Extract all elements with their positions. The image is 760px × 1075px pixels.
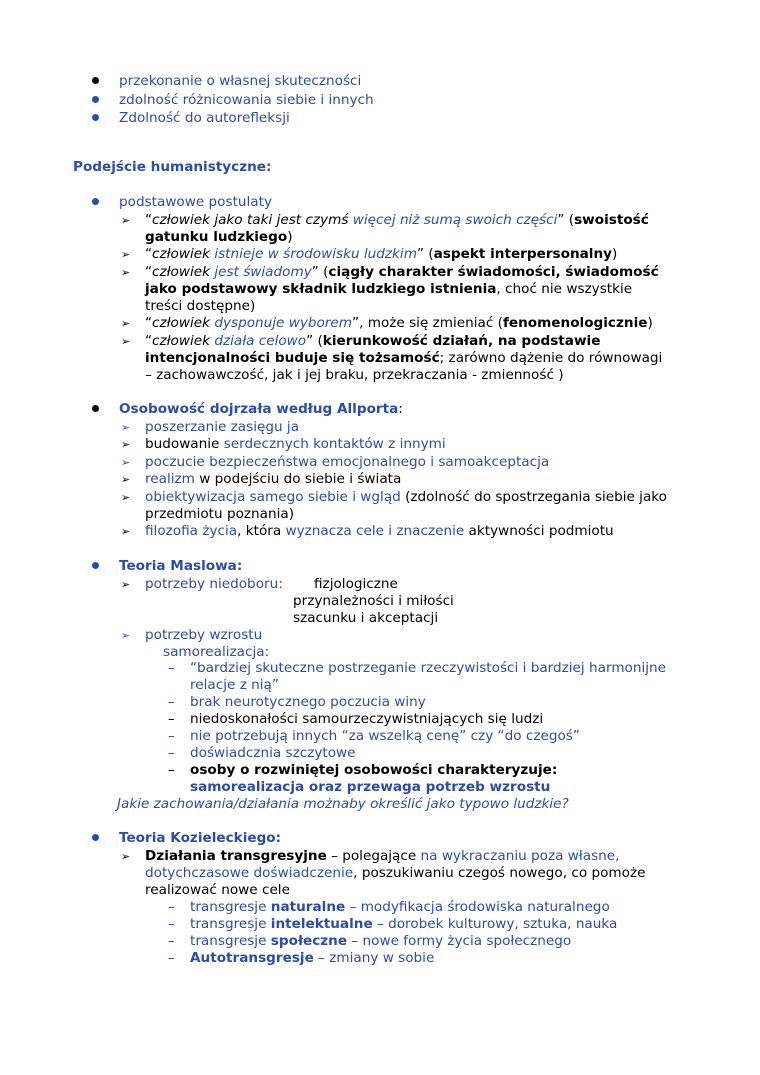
deficit-need: szacunku i akceptacji: [293, 610, 439, 626]
selfreal-item-1-cont: relacje z nią”: [190, 677, 279, 693]
allport-item-6: filozofia życia, która wyznacza cele i znaczenie aktywności podmiotu: [145, 523, 614, 539]
section-heading-humanistic: Podejście humanistyczne:: [73, 159, 272, 175]
postulates-label: podstawowe postulaty: [119, 194, 273, 210]
arrow-bullet-icon: ➢: [121, 335, 131, 348]
bullet-icon: [92, 96, 99, 103]
allport-item-4: realizm w podejściu do siebie i świata: [145, 471, 402, 487]
dash-bullet-icon: –: [168, 950, 175, 966]
selfreal-item-6: osoby o rozwiniętej osobowości charakteryzuje:: [190, 762, 558, 778]
transgression-type-4: Autotransgresje – zmiany w sobie: [190, 950, 435, 966]
postulate-3: “człowiek jest świadomy” (ciągły charakter świadomości, świadomość: [145, 264, 659, 280]
dash-bullet-icon: –: [168, 899, 175, 915]
postulate-4: “człowiek dysponuje wyborem”, może się zmieniać (fenomenologicznie): [145, 315, 653, 331]
allport-item-2: budowanie serdecznych kontaktów z innymi: [145, 436, 446, 452]
bullet-icon: [92, 562, 99, 569]
transgression-type-3: transgresje społeczne – nowe formy życia społecznego: [190, 933, 572, 949]
dash-bullet-icon: –: [168, 660, 175, 676]
transgression-def-cont: dotychczasowe doświadczenie, poszukiwaniu czegoś nowego, co pomoże: [145, 865, 646, 881]
arrow-bullet-icon: ➢: [121, 629, 131, 642]
allport-item-3: poczucie bezpieczeństwa emocjonalnego i samoakceptacja: [145, 454, 550, 470]
bullet-icon: [92, 405, 99, 412]
arrow-bullet-icon: ➢: [121, 473, 131, 486]
intro-item: Zdolność do autorefleksji: [119, 110, 290, 126]
selfreal-item-6-cont: samorealizacja oraz przewaga potrzeb wzrostu: [190, 779, 551, 795]
bullet-icon: [92, 77, 99, 84]
kozielecki-heading: Teoria Kozieleckiego:: [119, 830, 282, 846]
transgression-def-cont2: realizować nowe cele: [145, 882, 290, 898]
allport-item-1: poszerzanie zasięgu ja: [145, 419, 300, 435]
arrow-bullet-icon: ➢: [121, 456, 131, 469]
arrow-bullet-icon: ➢: [121, 317, 131, 330]
postulate-3-cont: jako podstawowy składnik ludzkiego istnienia, choć nie wszystkie: [145, 281, 633, 297]
arrow-bullet-icon: ➢: [121, 421, 131, 434]
deficit-need: fizjologiczne: [314, 576, 398, 592]
dash-bullet-icon: –: [168, 728, 175, 744]
dash-bullet-icon: –: [168, 711, 175, 727]
selfreal-item-3: niedoskonałości samourzeczywistniających się ludzi: [190, 711, 544, 727]
arrow-bullet-icon: ➢: [121, 266, 131, 279]
postulate-5: “człowiek działa celowo” (kierunkowość działań, na podstawie: [145, 333, 601, 349]
transgression-type-2: transgresje intelektualne – dorobek kulturowy, sztuka, nauka: [190, 916, 618, 932]
maslow-heading: Teoria Maslowa:: [119, 558, 243, 574]
bullet-icon: [92, 834, 99, 841]
arrow-bullet-icon: ➢: [121, 525, 131, 538]
postulate-1-cont: gatunku ludzkiego): [145, 229, 293, 245]
self-realization-label: samorealizacja:: [163, 644, 270, 660]
allport-item-5: obiektywizacja samego siebie i wgląd (zdolność do spostrzegania siebie jako: [145, 489, 667, 505]
dash-bullet-icon: –: [168, 933, 175, 949]
dash-bullet-icon: –: [168, 916, 175, 932]
arrow-bullet-icon: ➢: [121, 438, 131, 451]
postulate-1: “człowiek jako taki jest czymś więcej niż sumą swoich części” (swoistość: [145, 212, 649, 228]
arrow-bullet-icon: ➢: [121, 491, 131, 504]
postulate-5-cont: intencjonalności buduje się tożsamość; zarówno dążenie do równowagi: [145, 350, 663, 366]
intro-item: przekonanie o własnej skuteczności: [119, 73, 362, 89]
bullet-icon: [92, 114, 99, 121]
transgression-type-1: transgresje naturalne – modyfikacja środowiska naturalnego: [190, 899, 610, 915]
selfreal-item-2: brak neurotycznego poczucia winy: [190, 694, 426, 710]
bullet-icon: [92, 198, 99, 205]
postulate-5-cont2: – zachowawczość, jak i jej braku, przekraczania - zmienność ): [145, 367, 564, 383]
postulate-2: “człowiek istnieje w środowisku ludzkim” (aspekt interpersonalny): [145, 246, 618, 262]
deficit-needs-label: potrzeby niedoboru:: [145, 576, 283, 592]
dash-bullet-icon: –: [168, 745, 175, 761]
allport-heading: Osobowość dojrzała według Allporta:: [119, 401, 403, 417]
postulate-3-cont2: treści dostępne): [145, 298, 256, 314]
maslow-question: Jakie zachowania/działania możnaby określić jako typowo ludzkie?: [117, 796, 569, 812]
transgression-def: Działania transgresyjne – polegające na wykraczaniu poza własne,: [145, 848, 620, 864]
intro-item: zdolność różnicowania siebie i innych: [119, 92, 374, 108]
selfreal-item-1: “bardziej skuteczne postrzeganie rzeczywistości i bardziej harmonijne: [190, 660, 667, 676]
arrow-bullet-icon: ➢: [121, 214, 131, 227]
dash-bullet-icon: –: [168, 694, 175, 710]
arrow-bullet-icon: ➢: [121, 850, 131, 863]
arrow-bullet-icon: ➢: [121, 248, 131, 261]
selfreal-item-4: nie potrzebują innych “za wszelką cenę” czy “do czegoś”: [190, 728, 580, 744]
arrow-bullet-icon: ➢: [121, 578, 131, 591]
allport-item-5-cont: przedmiotu poznania): [145, 506, 295, 522]
dash-bullet-icon: –: [168, 762, 175, 778]
deficit-need: przynależności i miłości: [293, 593, 454, 609]
growth-needs-label: potrzeby wzrostu: [145, 627, 263, 643]
selfreal-item-5: doświadcznia szczytowe: [190, 745, 356, 761]
